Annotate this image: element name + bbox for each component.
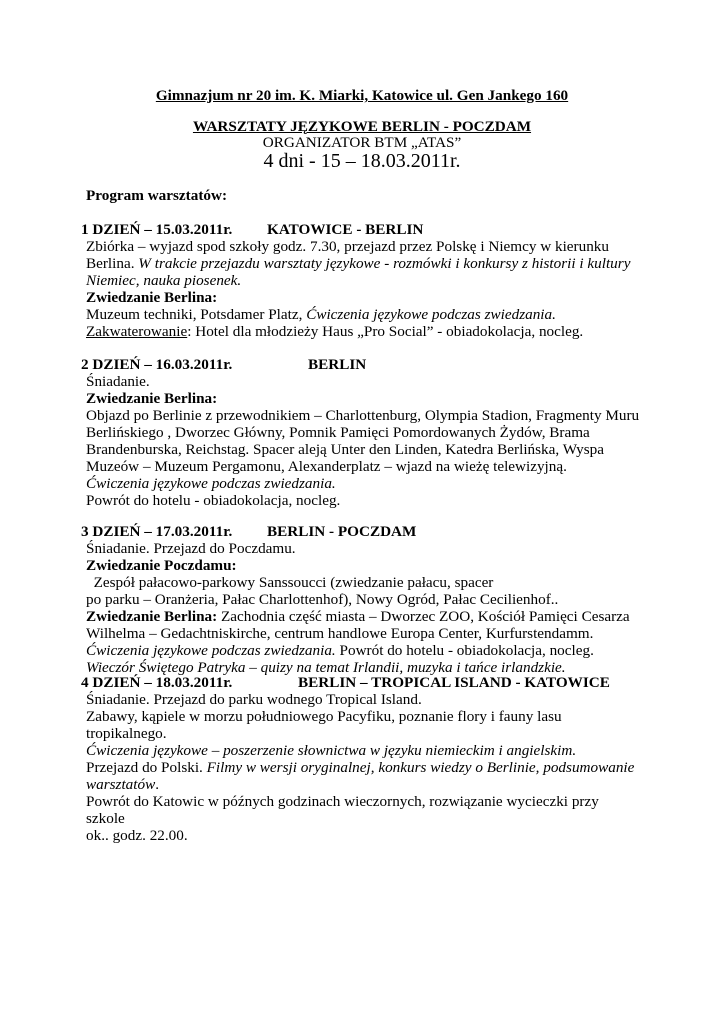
day-route: KATOWICE - BERLIN — [267, 221, 424, 238]
day-text-line: Śniadanie. Przejazd do Poczdamu. — [86, 540, 296, 557]
day-route: BERLIN – TROPICAL ISLAND - KATOWICE — [298, 674, 610, 691]
day-date: 2 DZIEŃ – 16.03.2011r. — [81, 356, 233, 373]
day-text-line: Zwiedzanie Poczdamu: Zespół pałacowo-parkowy Sanssoucci (zwiedzanie pałacu, spacer — [86, 557, 494, 591]
day-text-line: Ćwiczenia językowe podczas zwiedzania. Powrót do hotelu - obiadokolacja, nocleg. — [86, 642, 594, 659]
day-text-line: Śniadanie. — [86, 373, 150, 390]
day-section-3 — [81, 523, 641, 676]
trip-dates: 4 dni - 15 – 18.03.2011r. — [263, 150, 461, 172]
day-text-line: Śniadanie. Przejazd do parku wodnego Tropical Island. — [86, 691, 422, 708]
school-header: Gimnazjum nr 20 im. K. Miarki, Katowice ul. Gen Jankego 160 — [155, 87, 569, 104]
day-section-4 — [81, 674, 641, 844]
day-text-line: Brandenburska, Reichstag. Spacer aleją Unter den Linden, Katedra Berlińska, Wyspa — [86, 441, 604, 458]
day-text-line: Ćwiczenia językowe – poszerzenie słownictwa w języku niemieckim i angielskim. — [86, 742, 577, 759]
day-subheading: Zwiedzanie Berlina: — [86, 390, 218, 407]
day-text-line: Berlińskiego , Dworzec Główny, Pomnik Pamięci Pomordowanych Żydów, Brama — [86, 424, 590, 441]
day-text-line: po parku – Oranżeria, Pałac Charlottenhof), Nowy Ogród, Pałac Cecilienhof.. — [86, 591, 559, 608]
day-route: BERLIN - POCZDAM — [267, 523, 417, 540]
program-label: Program warsztatów: — [86, 187, 227, 204]
day-date: 3 DZIEŃ – 17.03.2011r. — [81, 523, 233, 540]
day-text-line: warsztatów. — [86, 776, 160, 793]
day-text-line: Ćwiczenia językowe podczas zwiedzania. — [86, 475, 336, 492]
day-route: BERLIN — [308, 356, 367, 373]
day-text-line: Muzeum techniki, Potsdamer Platz, Ćwiczenia językowe podczas zwiedzania. — [86, 306, 556, 323]
day-date: 4 DZIEŃ – 18.03.2011r. — [81, 674, 233, 691]
day-text-line: Wilhelma – Gedachtniskirche, centrum handlowe Europa Center, Kurfurstendamm. — [86, 625, 594, 642]
day-text-line: Zakwaterowanie: Hotel dla młodzieży Haus „Pro Social” - obiadokolacja, nocleg. — [86, 323, 584, 340]
day-text-line: Muzeów – Muzeum Pergamonu, Alexanderplatz – wjazd na wieżę telewizyjną. — [86, 458, 567, 475]
day-text-line: Zabawy, kąpiele w morzu południowego Pacyfiku, poznanie flory i fauny lasu tropikalnego. — [86, 708, 562, 742]
day-heading — [81, 523, 641, 540]
day-text-line: Berlina. W trakcie przejazdu warsztaty językowe - rozmówki i konkursy z historii i kultury — [86, 255, 631, 272]
day-text-line: ok.. godz. 22.00. — [86, 827, 188, 844]
day-text-line: Zbiórka – wyjazd spod szkoły godz. 7.30, przejazd przez Polskę i Niemcy w kierunku — [86, 238, 609, 255]
day-section-1 — [81, 221, 641, 340]
organizer-line: ORGANIZATOR BTM „ATAS” — [262, 134, 462, 151]
day-subheading: Zwiedzanie Berlina: — [86, 289, 218, 306]
day-text-line: Wieczór Świętego Patryka – quizy na temat Irlandii, muzyka i tańce irlandzkie. — [86, 659, 566, 676]
day-text-line: Objazd po Berlinie z przewodnikiem – Charlottenburg, Olympia Stadion, Fragmenty Muru — [86, 407, 640, 424]
day-text-line: Zwiedzanie Berlina: Zachodnia część miasta – Dworzec ZOO, Kościół Pamięci Cesarza — [86, 608, 630, 625]
day-date: 1 DZIEŃ – 15.03.2011r. — [81, 221, 233, 238]
day-heading — [81, 674, 641, 691]
document-title: WARSZTATY JĘZYKOWE BERLIN - POCZDAM — [192, 118, 532, 135]
day-heading — [81, 221, 641, 238]
day-text-line: Powrót do Katowic w późnych godzinach wieczornych, rozwiązanie wycieczki przy szkole — [86, 793, 599, 827]
day-text-line: Przejazd do Polski. Filmy w wersji oryginalnej, konkurs wiedzy o Berlinie, podsumowanie — [86, 759, 635, 776]
day-heading — [81, 356, 641, 373]
day-text-line: Powrót do hotelu - obiadokolacja, nocleg. — [86, 492, 341, 509]
day-text-line: Niemiec, nauka piosenek. — [86, 272, 242, 289]
day-section-2 — [81, 356, 641, 509]
